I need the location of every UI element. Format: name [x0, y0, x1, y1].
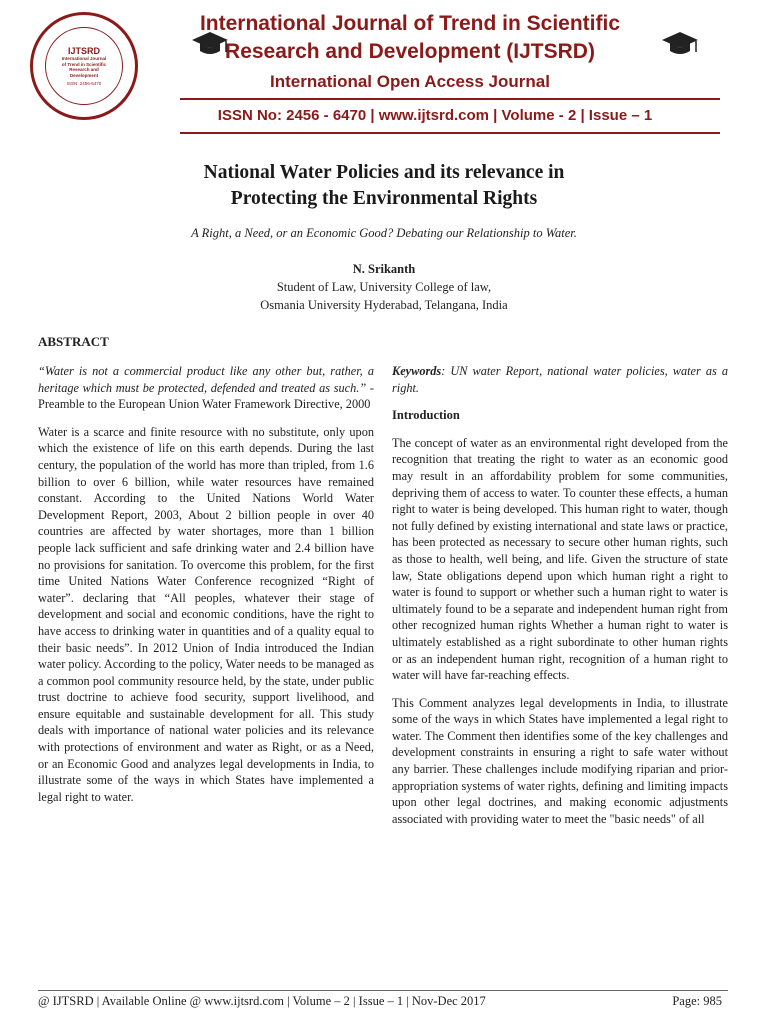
- author-affiliation-line1: Student of Law, University College of law,: [276, 280, 492, 294]
- quote-source: - Preamble to the European Union Water Framework Directive, 2000: [38, 380, 374, 412]
- keywords: [392, 363, 728, 396]
- author-affiliation-line2: Osmania University Hyderabad, Telangana, India: [260, 298, 508, 312]
- seal-text-1: International Journal: [61, 56, 107, 61]
- seal-issn: ISSN: 2456-6470: [66, 81, 102, 86]
- introduction-paragraph-1: The concept of water as an environmental right developed from the recognition that treating the right to water as an economic good may result in an affordability problem for some communities, depriving them of access to water. To counter these effects, a human right to water is being developed. This human right to water, though not fully defined by existing international and state laws or practice, has been protected as necessary to secure other human rights, such as those to health, well being, and life. Given the structure of state law, State obligations depend upon which human right a right to water is found to support or whether such a human right to water is ultimately found to be a separate and independent human right from other recognized human rights Whether a human right to water is ultimately established as a right subordinate to other human rights or as an independent human right, recognition of a human right to water will have far-reaching effects.: [392, 435, 728, 683]
- abstract-heading: ABSTRACT: [38, 334, 109, 349]
- journal-title-line2: Research and Development (IJTSRD): [225, 40, 595, 63]
- abstract-quote: [38, 363, 374, 413]
- graduation-cap-icon: [660, 28, 700, 58]
- abstract-body: Water is a scarce and finite resource with no substitute, only upon which the existence of life on this earth depends. During the last century, the population of the world has more than tripled, from 1.6 billion to over 6 billion, while water resources have remained constant. According to the United Nations World Water Development Report, 2003, About 2 billion people in over 40 countries are affected by water shortages, more than 1 billion people lack sufficient and safe drinking water and 2.4 billion have no provisions for sanitation. To overcome this problem, for the first time United Nations Water Conference recognized “Right of water”. declaring that “All peoples, whatever their stage of development and social and economic conditions, have the right to have access to drinking water in quantities and of a quality equal to their basic needs”. In 2012 Union of India introduced the Indian water policy. According to the policy, Water needs to be managed as a common pool community resource held, by the state, under public trust doctrine to achieve food security, support livelihood, and ensure equitable and sustainable development for all. This study deals with importance of national water policies and its relevance with protections of environment and water as Right, or as a Need, or an Economic Good and analyzes legal developments in India, to illustrate some of the ways in which States have implemented a legal right to water.: [38, 424, 374, 804]
- author-name: N. Srikanth: [352, 262, 416, 276]
- journal-title-line1: International Journal of Trend in Scientific: [199, 12, 621, 35]
- introduction-paragraph-2: This Comment analyzes legal developments in India, to illustrate some of the ways in which States have implemented a legal right to water. The Comment then identifies some of the key challenges and development constraints in ensuring a right to safe water without any barrier. These challenges include modifying riparian and prior-appropriation systems of water rights, defining and limiting impacts upon other legal doctrines, and making economic adjustments associated with providing water to meet the "basic needs" of all: [392, 695, 728, 826]
- keywords-label: Keywords: [392, 364, 442, 378]
- paper-subtitle: A Right, a Need, or an Economic Good? Debating our Relationship to Water.: [191, 226, 577, 240]
- footer-text: @ IJTSRD | Available Online @ www.ijtsrd.com | Volume – 2 | Issue – 1 | Nov-Dec 2017: [38, 994, 486, 1008]
- quote-text: “Water is not a commercial product like any other but, rather, a heritage which must be protected, defended and treated as such.”: [38, 364, 374, 395]
- page-number: Page: 985: [672, 994, 722, 1008]
- journal-header: [0, 0, 768, 140]
- header-divider: [180, 132, 720, 134]
- paper-title-line1: National Water Policies and its relevance in: [203, 162, 565, 183]
- paper-title: [84, 160, 684, 212]
- left-column: [38, 363, 374, 816]
- journal-issn-line: ISSN No: 2456 - 6470 | www.ijtsrd.com | Volume - 2 | Issue – 1: [217, 107, 653, 124]
- graduation-cap-icon: [190, 28, 230, 58]
- seal-text-4: Development: [69, 72, 99, 78]
- seal-text-3: Research and: [69, 67, 99, 72]
- keywords-text: : UN water Report, national water policies, water as a right.: [392, 364, 728, 395]
- journal-subtitle: International Open Access Journal: [270, 72, 550, 91]
- paper-title-line2: Protecting the Environmental Rights: [230, 188, 538, 209]
- journal-seal-logo: [30, 12, 138, 120]
- footer-divider: [38, 990, 728, 991]
- right-column: [392, 363, 728, 838]
- introduction-heading: Introduction: [392, 408, 460, 423]
- seal-abbr: IJTSRD: [67, 46, 100, 56]
- seal-text-2: of Trend in Scientific: [61, 61, 107, 67]
- header-divider: [180, 98, 720, 100]
